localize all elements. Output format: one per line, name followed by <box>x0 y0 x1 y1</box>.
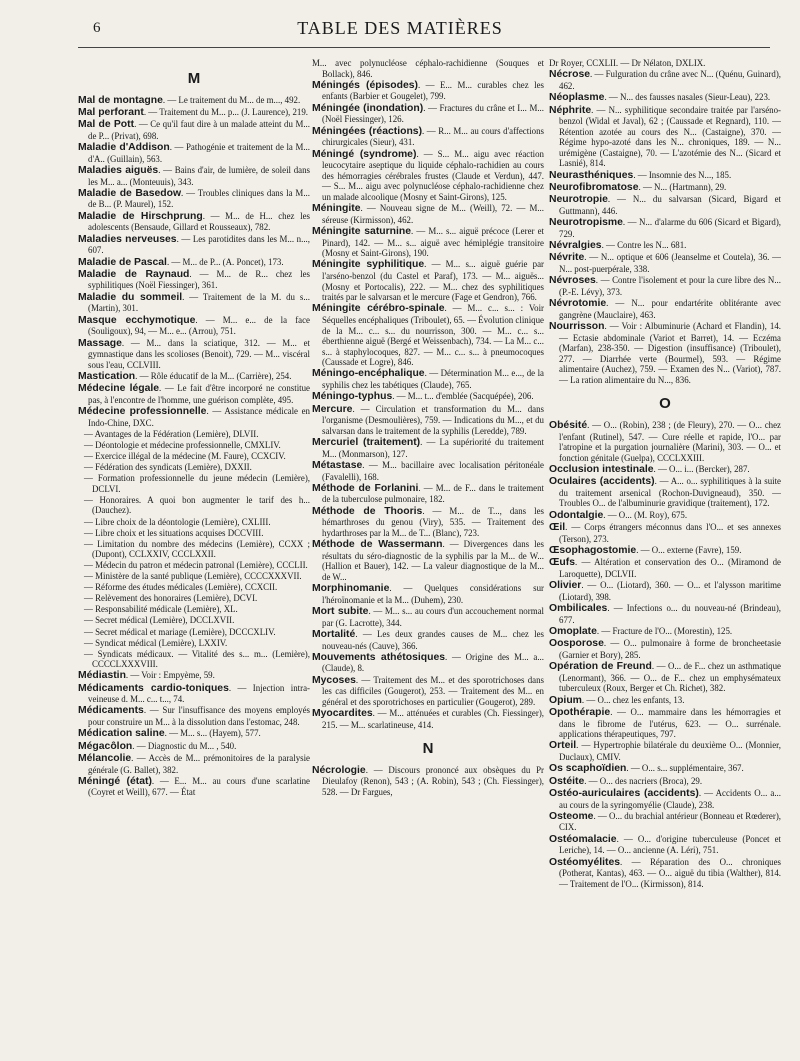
index-entry <box>312 506 544 539</box>
index-subentry: — Secret médical (Lemière), DCCLXVII. <box>84 615 235 626</box>
index-text: . — Sur l'insuffisance des moyens employés pour construire un M... à la dissolution dans l'estomac, 248. <box>88 705 310 727</box>
index-term: Méthode de Wassermann <box>312 539 443 551</box>
index-column-3 <box>549 58 781 890</box>
index-text: . — O... s... supplémentaire, 367. <box>626 763 744 774</box>
index-entry <box>549 857 781 890</box>
index-term: Méningé (syndrome) <box>312 148 417 160</box>
index-term: Oosporose <box>549 638 604 650</box>
index-entry <box>549 298 781 320</box>
index-entry <box>549 58 781 69</box>
index-text: . — Le fait d'être incorporé ne constitue pas, à l'encontre de l'homme, une guérison complète, 495. <box>88 383 310 405</box>
index-term: Myocardites <box>312 708 373 720</box>
index-entry <box>549 92 781 104</box>
index-term: Mal de Pott <box>78 119 135 131</box>
index-term: Mégacôlon <box>78 740 133 752</box>
index-term: Opium <box>549 694 582 706</box>
index-term: Mercure <box>312 403 353 415</box>
index-term: Médiastin <box>78 670 126 682</box>
index-entry <box>549 545 781 557</box>
index-term: Olivier <box>549 580 582 592</box>
index-text: . — M... s... aiguë guérie par l'arséno-benzol (du Castel et Paraf), 173. — M... aiguës... (Mosny et Portocalis), 222. — M... chez des syphilitiques traités par le salvarsan et le mercure (Fage et Gendron), 766. <box>322 259 544 303</box>
index-entry <box>549 170 781 182</box>
index-term: Méningite syphilitique <box>312 259 425 271</box>
index-term: Méningite saturnine <box>312 225 412 237</box>
index-text: . — Origine des M... a... (Claude), 8. <box>322 651 544 674</box>
index-entry <box>312 259 544 302</box>
index-entry <box>549 834 781 856</box>
index-term: Maladies aiguës <box>78 165 159 177</box>
index-text: . — Nouveau signe de M... (Weill), 72. — M... séreuse (Kirmisson), 462. <box>322 203 544 225</box>
index-text: . — N... du salvarsan (Sicard, Bigard et Guttmann), 446. <box>559 194 781 216</box>
index-entry <box>78 269 310 291</box>
index-term: Maladie de Hirschprung <box>78 210 203 222</box>
index-entry <box>549 580 781 602</box>
index-entry <box>549 240 781 252</box>
index-subentry: — Syndicat médical (Lemière), LXXIV. <box>84 637 228 648</box>
index-entry <box>549 557 781 579</box>
index-entry <box>312 675 544 708</box>
index-term: Neurasthéniques <box>549 169 634 181</box>
index-text: . — Assistance médicale en Indo-Chine, DXC. <box>88 406 310 428</box>
index-term: Médication saline <box>78 728 165 740</box>
index-text: . — Traitement de la M. du s... (Martin), 301. <box>88 291 310 314</box>
index-entry <box>78 776 310 798</box>
index-term: Œsophagostomie <box>549 544 637 556</box>
index-entry <box>78 95 310 107</box>
index-term: Orteil <box>549 740 577 752</box>
index-text: Dr Royer, CCXLII. — Dr Nélaton, DXLIX. <box>549 58 706 68</box>
index-text: . — Hypertrophie bilatérale du deuxième O... (Monnier, Duclaux), CMIV. <box>559 740 781 762</box>
index-text: . — M... s... aiguë précoce (Lerer et Pinard), 142. — M... s... aiguë avec hémiplégie transitoire (Mosny et Saint-Girons), 190. <box>322 225 544 259</box>
index-subentry: — Honoraires. A quoi bon augmenter le tarif des h... (Dauchez). <box>84 494 310 516</box>
index-term: Mal de montagne <box>78 94 163 106</box>
index-subentry: — Libre choix de la déontologie (Lemière), CXLIII. <box>84 516 271 527</box>
index-text: . — M... dans la sciatique, 312. — M... et gymnastique dans les scolioses (Benoit), 729. — M... viscéral sous l'eau, CCLVIII. <box>88 337 310 370</box>
index-entry <box>312 460 544 482</box>
index-term: Omoplate <box>549 625 597 637</box>
index-column-2 <box>312 58 544 798</box>
index-term: Œufs <box>549 557 575 569</box>
index-term: Œil <box>549 522 566 534</box>
index-text: . — R... M... au cours d'affections chirurgicales (Sieur), 431. <box>322 125 544 148</box>
index-text: . — Accès de M... prémonitoires de la paralysie générale (G. Ballet), 382. <box>88 753 310 775</box>
index-text: M... avec polynucléose céphalo-rachidienne (Souques et Bollack), 846. <box>312 58 544 79</box>
index-text: . — Pathogénie et traitement de la M... d'A.. (Guillain), 563. <box>88 142 310 164</box>
index-entry <box>78 234 310 256</box>
index-entry <box>312 149 544 203</box>
index-entry <box>549 626 781 638</box>
index-text: . — Traitement des M... et des sporotrichoses dans les cas difficiles (Gougerot), 253. — Traitement des M... en général et des sporotrichoses en particulier (Gougerot), 289. <box>322 674 544 707</box>
index-subentry: — Déontologie et médecine professionnelle, CMXLIV. <box>84 440 281 451</box>
index-term: Mélancolie <box>78 753 132 764</box>
index-term: Névroses <box>549 275 596 287</box>
index-entry <box>549 695 781 707</box>
index-term: Nourrisson <box>549 321 605 333</box>
index-term: Ombilicales <box>549 603 608 615</box>
index-entry <box>78 728 310 740</box>
index-term: Méningite <box>312 203 361 215</box>
index-entry <box>78 670 310 682</box>
index-entry <box>312 80 544 102</box>
index-text: . — N... des fausses nasales (Sieur-Leau), 223. <box>604 92 771 103</box>
index-term: Occlusion intestinale <box>549 463 654 475</box>
page-header <box>0 18 800 44</box>
index-term: Ostéomyélites <box>549 856 621 868</box>
index-entry <box>78 683 310 705</box>
index-term: Méningite cérébro-spinale <box>312 303 445 315</box>
index-text: . — O... du brachial antérieur (Bonneau et Rœderer), CIX. <box>559 810 781 833</box>
index-entry <box>549 707 781 740</box>
index-text: . — Détermination M... e..., de la syphilis chez les tabétiques (Claude), 765. <box>322 368 544 391</box>
index-term: Méthode de Thooris <box>312 505 423 517</box>
index-text: . — Bains d'air, de lumière, de soleil dans les M... a... (Monteuuis), 343. <box>88 165 310 187</box>
index-entry <box>312 203 544 225</box>
index-text: . — La supériorité du traitement M... (Monmarson), 127. <box>322 437 544 459</box>
index-text: . — Les parotidites dans les M... n..., 607. <box>88 233 310 256</box>
index-text: . — E... M... curables chez les enfants (Barbier et Gougelet), 799. <box>322 79 544 102</box>
index-text: . — A... o... syphilitiques à la suite du traitement arsenical (Rochon-Duvigneaud), 350. — Troubles O... de l'albuminurie gravidique (traitement), 172. <box>559 476 781 509</box>
index-subentry: — Avantages de la Fédération (Lemière), DLVII. <box>84 429 259 440</box>
index-entry <box>312 226 544 259</box>
index-term: Médicaments cardio-toniques <box>78 682 229 694</box>
index-entry <box>78 292 310 314</box>
index-term: Mal perforant <box>78 106 144 118</box>
index-entry <box>312 103 544 125</box>
index-entry <box>549 510 781 522</box>
index-text: . — Traitement du M... p... (J. Laurence), 219. <box>143 106 308 117</box>
index-term: Méningés (épisodes) <box>312 79 418 91</box>
index-entry <box>549 182 781 194</box>
index-text: . — O... (Liotard), 360. — O... et l'alysson maritime (Liotard), 398. <box>559 580 781 602</box>
index-subentry: — Exercice illégal de la médecine (M. Faure), CCXCIV. <box>84 451 286 462</box>
index-term: Médicaments <box>78 705 144 717</box>
index-entry <box>549 252 781 274</box>
index-term: Mycoses <box>312 674 356 686</box>
index-term: Opothérapie <box>549 707 611 718</box>
index-entry <box>549 476 781 509</box>
index-term: Maladie de Raynaud <box>78 268 190 280</box>
index-term: Oculaires (accidents) <box>549 476 655 488</box>
index-text: . — M... s... (Hayem), 577. <box>164 728 261 739</box>
index-term: Névralgies <box>549 240 602 252</box>
index-entry <box>312 708 544 730</box>
index-entry <box>549 638 781 660</box>
index-entry <box>549 464 781 476</box>
index-entry <box>78 188 310 210</box>
index-subentry: — Fédération des syndicats (Lemière), DXXII. <box>84 462 252 473</box>
index-term: Os scaphoïdien <box>549 763 627 775</box>
index-entry <box>78 211 310 233</box>
index-term: Maladie du sommeil <box>78 291 183 303</box>
index-term: Médecine professionnelle <box>78 406 207 418</box>
index-text: . — S... M... aigu avec réaction leucocytaire aseptique du liquide céphalo-rachidien au cours des hémorragies cérébrales frustes (Claude et Verdun), 447. — S... M... aigu avec polynucléose céphalo-rachidienne chez un malade alcoolique (Mosny et Saint-Girons), 125. <box>322 148 544 202</box>
index-text: . — M... bacillaire avec localisation péritonéale (Favalelli), 168. <box>322 460 544 482</box>
index-text: . — O... des nacriers (Broca), 29. <box>584 775 703 786</box>
index-column-1 <box>78 58 310 799</box>
index-term: Nécrose <box>549 69 591 81</box>
index-term: Méningo-typhus <box>312 391 393 403</box>
index-term: Massage <box>78 337 122 349</box>
index-entry <box>549 105 781 169</box>
index-entry <box>549 522 781 544</box>
index-term: Opération de Freund <box>549 661 652 673</box>
section-letter: N <box>422 740 434 758</box>
index-entry <box>549 661 781 694</box>
index-entry <box>78 257 310 269</box>
index-entry <box>78 741 310 753</box>
index-subentry: — Formation professionnelle du jeune médecin (Lemière), DCLVI. <box>84 473 310 494</box>
index-text: . — Altération et conservation des O... (Miramond de Laroquette), DCLVII. <box>559 557 781 579</box>
index-term: Méningées (réactions) <box>312 125 423 137</box>
index-text: . — N... (Hartmann), 29. <box>638 182 727 192</box>
index-text: . — Infections o... du nouveau-né (Brindeau), 677. <box>559 603 781 625</box>
index-entry <box>78 107 310 119</box>
index-entry <box>549 69 781 91</box>
index-text: . — O... d'origine tuberculeuse (Poncet et Leriche), 14. — O... ancienne (A. Léri), 751. <box>559 833 781 856</box>
index-text: . — O... (Robin), 238 ; (de Fleury), 270. — O... chez l'enfant (Rutinel), 547. — Cure réelle et rapide, l'O... par l'atropine et la purgation journalière (Marini), 303. — O... et fonction génitale (Guelpa), CCCLXXIII. <box>559 419 781 463</box>
index-text: . — M... de H... chez les adolescents (Bensaude, Gillard et Rousseaux), 782. <box>88 210 310 233</box>
index-text: . — Divergences dans les résultats du séro-diagnostic de la syphilis par la M... de W... (Hallion et Bauer), 142. — La valeur diagnostique de la M... de W... <box>322 539 544 582</box>
index-entry <box>78 119 310 141</box>
index-subentry: — Réforme des études médicales (Lemière), CCXCII. <box>84 582 278 593</box>
index-entry <box>549 788 781 810</box>
index-text: . — Accidents O... a... au cours de la syringomyélie (Claude), 238. <box>559 788 781 810</box>
index-entry <box>549 776 781 788</box>
index-entry <box>549 194 781 216</box>
running-title: TABLE DES MATIÈRES <box>297 18 503 38</box>
index-text: . — M... e... de la face (Souligoux), 94, — M... e... (Arrou), 751. <box>88 314 310 337</box>
index-entry <box>549 763 781 775</box>
index-term: Neurotropie <box>549 194 608 206</box>
index-entry <box>78 165 310 187</box>
index-term: Mercuriel (traitement) <box>312 437 421 449</box>
index-entry <box>312 539 544 582</box>
index-term: Névrite <box>549 252 585 264</box>
index-text: . — Insomnie des N..., 185. <box>633 169 732 180</box>
index-entry <box>78 705 310 727</box>
index-subentry: — Responsabilité médicale (Lemière), XL. <box>84 604 238 615</box>
index-text: . — O... externe (Favre), 159. <box>636 544 742 555</box>
index-term: Méthode de Forlanini <box>312 482 419 494</box>
index-entry <box>549 603 781 625</box>
index-term: Méningée (inondation) <box>312 102 424 114</box>
index-text: . — O... i... (Bercker), 287. <box>653 463 750 474</box>
index-subentry: — Secret médical et mariage (Lemière), DCCCXLIV. <box>84 626 276 637</box>
index-term: Mastication <box>78 371 136 383</box>
index-term: Neurofibromatose <box>549 182 639 193</box>
index-entry <box>312 765 544 798</box>
index-text: . — Quelques considérations sur l'héroïnomanie et la M... (Duhem), 230. <box>322 583 544 605</box>
index-term: Médecine légale <box>78 383 160 395</box>
index-entry <box>312 368 544 390</box>
index-text: . — O... pulmonaire à forme de broncheetasie (Garnier et Bory), 285. <box>559 638 781 660</box>
index-text: . — M... de F... dans le traitement de la tuberculose pulmonaire, 182. <box>322 482 544 505</box>
section-letter: M <box>187 70 201 87</box>
index-text: . — Ce qu'il faut dire à un malade atteint du M... de P... (Privat), 698. <box>88 119 310 141</box>
index-text: . — N... pour endartérite oblitérante avec gangrène (Mauclaire), 463. <box>559 298 781 320</box>
index-text: . — Contre l'isolement et pour la cure libre des N... (P.-E. Lévy), 373. <box>559 275 781 297</box>
index-text: . — N... d'alarme du 606 (Sicard et Bigard), 729. <box>559 217 781 239</box>
index-text: . — M... c... s... : Voir Séquelles encéphaliques (Triboulet), 65. — Évolution clinique de la M... c... s... du nourrisson, 300. — M... c... s... éberthienne aiguë (Bergé et Weissenbach), 734. — La M... c... s... à staphylocoques, 827. — M... c... s... à pneumocoques (Caussade et Logre), 846. <box>322 303 544 368</box>
index-term: Néphrite <box>549 104 592 116</box>
index-term: Mortalité <box>312 629 356 641</box>
index-entry <box>78 142 310 164</box>
index-term: Ostéo-auriculaires (accidents) <box>549 788 699 800</box>
index-text: . — M... de P... (A. Poncet), 173. <box>166 256 284 267</box>
index-subentry: — Médecin du patron et médecin patronal (Lemière), CCCLII. <box>84 560 308 571</box>
page-number: 6 <box>93 20 101 36</box>
index-text: . — Circulation et transformation du M... dans l'organisme (Desmoulières), 759. — Indications du M..., et du salvarsan dans le traitement de la syphilis (Leredde), 789. <box>322 403 544 436</box>
index-entry <box>312 126 544 148</box>
index-text: . — O... (M. Roy), 675. <box>603 509 688 520</box>
index-subentry: — Ministère de la santé publique (Lemière), CCCCXXXVII. <box>84 571 302 582</box>
index-text: . — Injection intra-veineuse d. M... c... t..., 74. <box>88 682 310 705</box>
index-term: Maladie de Pascal <box>78 256 167 268</box>
index-text: . — Rôle éducatif de la M... (Carrière), 254. <box>135 371 292 382</box>
index-text: . — E... M... au cours d'une scarlatine (Coyret et Weill), 677. — État <box>88 775 310 798</box>
index-text: . — N... optique et 606 (Jeanselme et Coutela), 36. — N... post-puerpérale, 338. <box>559 252 781 275</box>
index-entry <box>78 406 310 428</box>
index-entry <box>312 303 544 367</box>
index-entry <box>312 483 544 505</box>
index-text: . — M... t... d'emblée (Sacquépée), 206. <box>392 391 534 402</box>
index-text: . — M... de R... chez les syphilitiques (Noël Fiessinger), 361. <box>88 268 310 291</box>
index-term: Odontalgie <box>549 509 604 521</box>
index-entry <box>312 404 544 437</box>
index-text: . — O... de F... chez un asthmatique (Lenormant), 366. — O... de F... chez un emphysémateux tuberculeux (Roux, Berger et Ch. Richet), 382. <box>559 661 781 694</box>
index-term: Nécrologie <box>312 764 366 776</box>
index-term: Néoplasme <box>549 92 605 104</box>
index-term: Maladie de Basedow <box>78 187 182 199</box>
index-term: Méningo-encéphalique <box>312 368 425 380</box>
index-text: . — Contre les N... 681. <box>601 240 687 251</box>
index-text: . — Troubles cliniques dans la M... de B... (P. Maurel), 152. <box>88 187 310 210</box>
index-text: . — M... atténuées et curables (Ch. Fiessinger), 215. — M... scarlatineuse, 414. <box>322 708 544 730</box>
index-subentry: — Syndicats médicaux. — Vitalité des s... m... (Lemière), CCCCLXXXVIII. <box>84 648 310 670</box>
index-term: Maladie d'Addison <box>78 142 170 154</box>
index-text: . — Diagnostic du M... , 540. <box>132 740 237 751</box>
index-subentry: — Libre choix et les situations acquises DCCVIII. <box>84 527 264 538</box>
index-entry <box>312 629 544 651</box>
index-term: Obésité <box>549 419 588 431</box>
index-entry <box>549 420 781 463</box>
index-term: Ostéite <box>549 775 585 787</box>
index-entry <box>78 371 310 383</box>
index-term: Morphinomanie <box>312 583 390 595</box>
index-term: Mouvements athétosiques <box>312 651 446 663</box>
index-text: . — O... mammaire dans les hémorragies et dans le fibrome de l'utérus, 623. — O... surrénale. applications thérapeutiques, 797. <box>559 707 781 740</box>
index-entry <box>312 606 544 628</box>
index-text: . — Fractures du crâne et I... M... (Noël Fiessinger), 126. <box>322 102 544 125</box>
index-entry <box>312 437 544 459</box>
section-letter: O <box>659 395 671 413</box>
index-term: Métastase <box>312 460 363 472</box>
index-text: . — Le traitement du M... de m..., 492. <box>162 94 301 105</box>
index-text: . — Fracture de l'O... (Morestin), 125. <box>596 625 733 636</box>
index-subentry: — Relèvement des honoraires (Lemière), DCVI. <box>84 593 258 604</box>
index-entry <box>312 652 544 674</box>
index-term: Mort subite <box>312 606 369 618</box>
index-text: . — Les deux grandes causes de M... chez les nouveau-nés (Cauve), 366. <box>322 629 544 651</box>
index-term: Névrotomie <box>549 298 607 310</box>
index-entry <box>549 811 781 833</box>
index-text: . — Discours prononcé aux obsèques du Pr Dieulafoy (Renon), 543 ; (A. Robin), 543 ; (Ch. Fiessinger), 528. — Dr Fargues, <box>322 764 544 797</box>
index-entry <box>312 391 544 403</box>
index-text: . — Réparation des O... chroniques (Potherat, Kantas), 463. — O... aiguë du tibia (Walther), 814. — Traitement de l'O... (Kirmisson), 814. <box>559 856 781 889</box>
index-term: Méningé (état) <box>78 775 152 787</box>
index-term: Osteome <box>549 810 594 822</box>
index-term: Ostéomalacie <box>549 833 617 845</box>
index-term: Masque ecchymotique <box>78 314 196 326</box>
index-entry <box>78 338 310 371</box>
index-text: . — O... chez les enfants, 13. <box>581 694 685 705</box>
index-text: . — N... syphilitique secondaire traitée par l'arséno-benzol (Widal et Javal), 62 ; (Caussade et Regnard), 110. — Rétention azotée au cours des N... (Castaigne), 370. — Régime hypo-azoté dans les N... chroniques, 189. — N... urémigène (Castaigne), 70. — L'azotémie des N... (Sicard et Lasnié), 814. <box>559 104 781 169</box>
index-entry <box>549 217 781 239</box>
index-entry <box>78 383 310 405</box>
index-entry <box>312 583 544 605</box>
index-entry <box>78 315 310 337</box>
index-text: . — Voir : Albuminurie (Achard et Flandin), 14. — Ectasie abdominale (Variot et Barret), 14. — Eczéma (Marfan), 238-350. — Digestion (insuffisance) (Triboulet), 277. — Diarrhée verte (Bourmel), 593. — Régime alimentaire (Auchez), 759. — Examen des N... (Variot), 787. — La ration alimentaire du N..., 836. <box>559 321 781 385</box>
index-text: . — M... de T..., dans les hémarthroses du genou (Viry), 535. — Traitement des hydarthroses par la M... de T... (Blanc), 723. <box>322 505 544 538</box>
index-entry <box>312 58 544 79</box>
index-subentry: — Limitation du nombre des médecins (Lemière), CCXX ; (Dupont), CCLXXIV, CCCLXXII. <box>84 538 310 560</box>
index-text: . — M... s... au cours d'un accouchement normal par (G. Lacrotte), 344. <box>322 606 544 628</box>
index-term: Maladies nerveuses <box>78 233 177 245</box>
header-rule <box>78 47 770 48</box>
index-text: . — Voir : Empyème, 59. <box>125 670 215 681</box>
index-text: . — Fulguration du crâne avec N... (Quénu, Guinard), 462. <box>559 69 781 91</box>
index-text: . — Corps étrangers méconnus dans l'O... et ses annexes (Terson), 273. <box>559 522 781 544</box>
index-entry <box>549 321 781 385</box>
index-term: Neurotropisme <box>549 217 623 229</box>
index-entry <box>78 753 310 775</box>
index-entry <box>549 275 781 297</box>
index-entry <box>549 740 781 762</box>
